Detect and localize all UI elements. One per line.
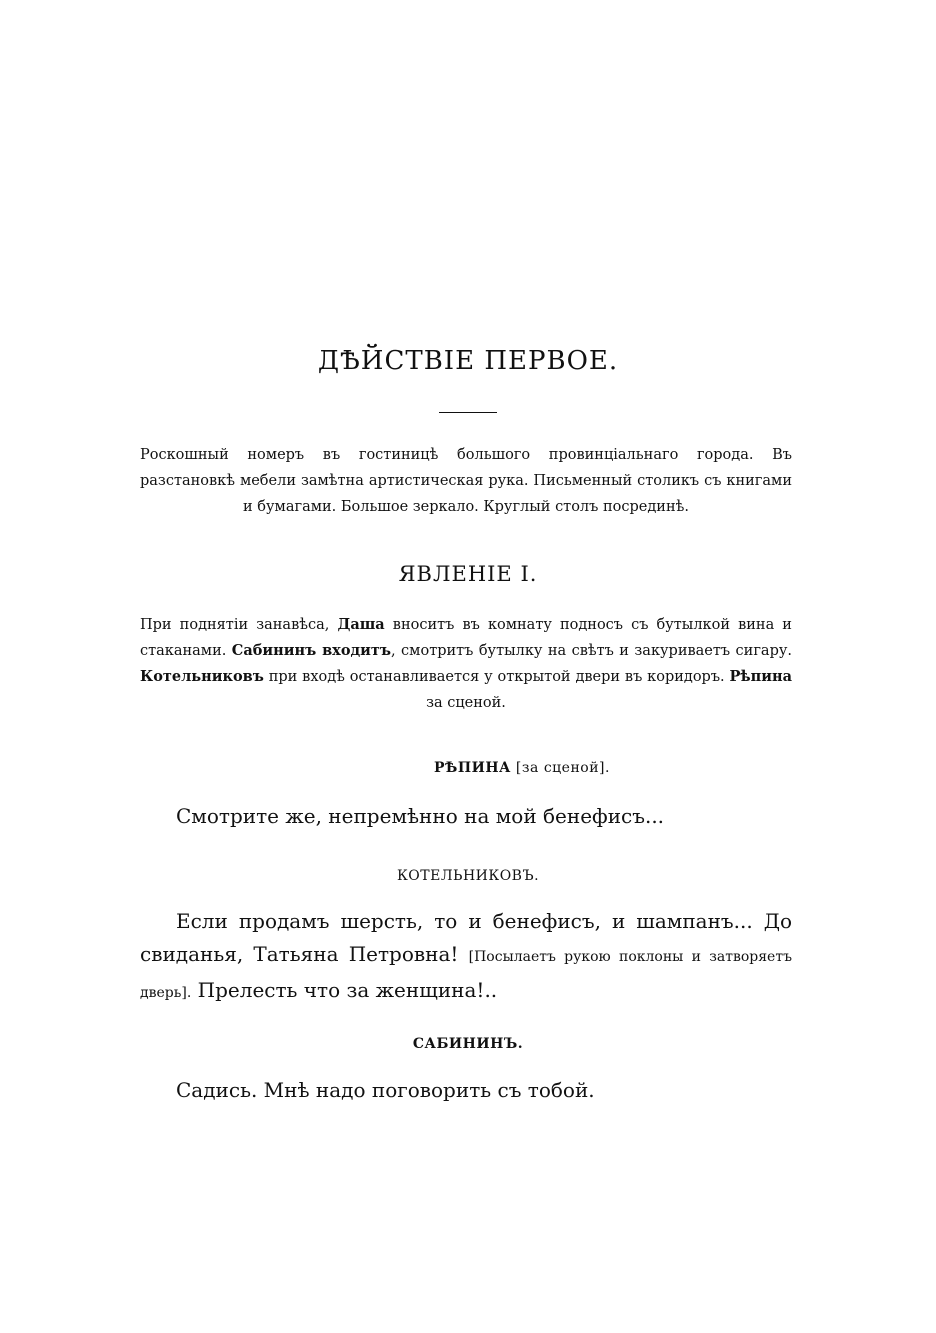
speaker-note: [за сценой]. [510,760,610,776]
character-dasha: Даша [337,616,385,633]
speech-text: Если продамъ шерсть, то и бенефисъ, и шампанъ... До свиданья, Татьяна Петровна! [140,909,792,966]
character-repina: Рѣпина [729,668,792,685]
speech-paragraph [140,905,792,1010]
speaker-name: САБИНИНЪ. [412,1036,524,1052]
stage-direction-text: При поднятіи занавѣса, [140,617,338,633]
setting-description: Роскошный номеръ въ гостиницѣ большого провинціальнаго города. Въ разстановкѣ мебели замѣтна артистическая рука. Письменный столикъ съ книгами и бумагами. Большое зеркало. Круглый столъ посрединѣ. [140,447,792,515]
speech-repina [140,800,792,833]
scene-title: ЯВЛЕНІЕ I. [398,562,538,586]
speaker-name: РѢПИНА [434,760,511,776]
stage-direction-text: , смотритъ бутылку на свѣтъ и закуриваетъ сигару. [391,643,792,659]
speaker-kotelnikov: КОТЕЛЬНИКОВЪ. [396,868,540,884]
speaker-repina [54,760,936,776]
character-kotelnikov: Котельниковъ [140,668,264,685]
speech-sabinin [140,1074,792,1107]
speech-text: Прелесть что за женщина!.. [191,978,498,1002]
speech-kotelnikov [140,905,792,1010]
stage-direction-text: при входѣ останавливается у [263,669,498,685]
speaker-sabinin [0,1036,936,1052]
stage-direction-text: открытой двери въ коридоръ. [497,669,730,685]
speech-stage-direction: [Посылаетъ рукою поклоны и затворяетъ дверь]. [140,949,792,1001]
act-title: ДѢЙСТВІЕ ПЕРВОЕ. [317,346,619,376]
character-sabinin: Сабининъ входитъ [231,642,392,659]
speech-text: Садись. Мнѣ надо поговорить съ тобой. [176,1078,595,1102]
stage-direction [140,612,792,716]
speech-text: Смотрите же, непремѣнно на мой бенефисъ... [176,804,665,828]
stage-direction-text: за сценой. [426,695,506,711]
title-divider [439,412,497,413]
stage-direction-text: вноситъ въ комнату подносъ съ бутылкой вина и стаканами. [140,617,792,659]
